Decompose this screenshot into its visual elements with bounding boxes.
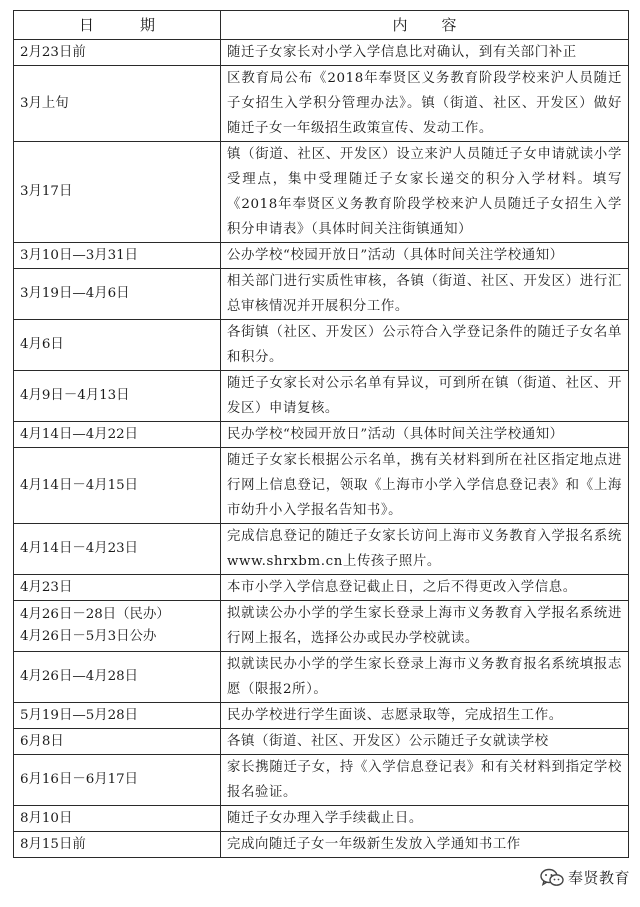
row-content: 镇（街道、社区、开发区）设立来沪人员随迁子女申请就读小学受理点，集中受理随迁子女家长递交的积分入学材料。填写《2018年奉贤区义务教育阶段学校来沪人员随迁子女招生入学积分申请表》（具体时间关注街镇通知） [221,142,629,243]
table-header-row [14,11,629,40]
row-date [14,729,221,755]
row-date-line: 6月8日 [20,733,64,749]
row-content: 随迁子女家长对公示名单有异议，可到所在镇（街道、社区、开发区）申请复核。 [221,371,629,422]
row-date [14,575,221,601]
row-content: 区教育局公布《2018年奉贤区义务教育阶段学校来沪人员随迁子女招生入学积分管理办法》。镇（街道、社区、开发区）做好随迁子女一年级招生政策宣传、发动工作。 [221,66,629,142]
table-row [14,320,629,371]
row-date [14,448,221,524]
row-content: 随迁子女办理入学手续截止日。 [221,806,629,832]
row-date [14,806,221,832]
row-date [14,652,221,703]
header-content [221,11,629,40]
table-row [14,601,629,652]
row-date [14,243,221,269]
row-date-line: 4月6日 [20,337,64,352]
table-row [14,371,629,422]
row-date-line: 4月26日－28日（民办） [20,607,170,622]
table-row [14,142,629,243]
row-content: 本市小学入学信息登记截止日，之后不得更改入学信息。 [221,575,629,601]
row-content: 民办学校“校园开放日”活动（具体时间关注学校通知） [221,422,629,448]
table-row [14,40,629,66]
row-date-line: 3月19日—4月6日 [20,286,130,301]
table-row [14,806,629,832]
row-content: 拟就读公办小学的学生家长登录上海市义务教育入学报名系统进行网上报名，选择公办或民办学校就读。 [221,601,629,652]
table-row [14,703,629,729]
row-content: 公办学校“校园开放日”活动（具体时间关注学校通知） [221,243,629,269]
row-content: 相关部门进行实质性审核，各镇（街道、社区、开发区）进行汇总审核情况并开展积分工作。 [221,269,629,320]
row-date [14,371,221,422]
row-date [14,524,221,575]
table-row [14,524,629,575]
row-content: 各镇（街道、社区、开发区）公示随迁子女就读学校 [221,729,629,755]
row-content: 完成信息登记的随迁子女家长访问上海市义务教育入学报名系统www.shrxbm.cn上传孩子照片。 [221,524,629,575]
table-row [14,269,629,320]
table-row [14,66,629,142]
row-date-line: 4月9日－4月13日 [20,388,130,403]
schedule-table [13,10,629,858]
row-date [14,601,221,652]
table-row [14,448,629,524]
row-content: 家长携随迁子女，持《入学信息登记表》和有关材料到指定学校报名验证。 [221,755,629,806]
row-content: 随迁子女家长对小学入学信息比对确认，到有关部门补正 [221,40,629,66]
row-date [14,320,221,371]
row-date [14,422,221,448]
table-row [14,243,629,269]
row-date-line: 4月14日—4月22日 [20,426,139,442]
row-date-line: 4月14日－4月23日 [20,541,139,556]
row-date [14,269,221,320]
row-date [14,142,221,243]
row-date-line: 4月14日－4月15日 [20,477,139,493]
table-row [14,832,629,858]
row-date [14,832,221,858]
row-date [14,66,221,142]
watermark-text: 奉贤教育 [567,869,630,887]
watermark [538,867,632,888]
row-date-line: 4月26日－5月3日公办 [20,629,157,644]
header-date-char: 日 [78,15,94,34]
header-content-char: 内 [392,15,408,34]
row-date [14,40,221,66]
table-row [14,755,629,806]
row-date-line: 8月10日 [20,810,73,826]
table-row [14,652,629,703]
row-content: 完成向随迁子女一年级新生发放入学通知书工作 [221,832,629,858]
header-date [14,11,221,40]
row-content: 各街镇（社区、开发区）公示符合入学登记条件的随迁子女名单和积分。 [221,320,629,371]
row-date-line: 3月上旬 [20,95,69,111]
header-date-char: 期 [140,15,156,34]
row-date-line: 3月17日 [20,184,73,199]
row-content: 随迁子女家长根据公示名单，携有关材料到所在社区指定地点进行网上信息登记，领取《上海市小学入学信息登记表》和《上海市幼升小入学报名告知书》。 [221,448,629,524]
row-date-line: 5月19日—5月28日 [20,707,139,723]
row-date-line: 6月16日－6月17日 [20,772,139,787]
row-content: 民办学校进行学生面谈、志愿录取等，完成招生工作。 [221,703,629,729]
row-date [14,703,221,729]
row-date-line: 2月23日前 [20,44,86,60]
table-row [14,575,629,601]
row-date-line: 4月23日 [20,579,73,595]
table-row [14,422,629,448]
wechat-icon [540,868,564,888]
header-content-char: 容 [441,15,457,34]
row-date-line: 8月15日前 [20,836,86,852]
row-date-line: 4月26日—4月28日 [20,669,139,684]
row-date-line: 3月10日—3月31日 [20,247,139,263]
table-row [14,729,629,755]
row-content: 拟就读民办小学的学生家长登录上海市义务教育报名系统填报志愿（限报2所）。 [221,652,629,703]
row-date [14,755,221,806]
